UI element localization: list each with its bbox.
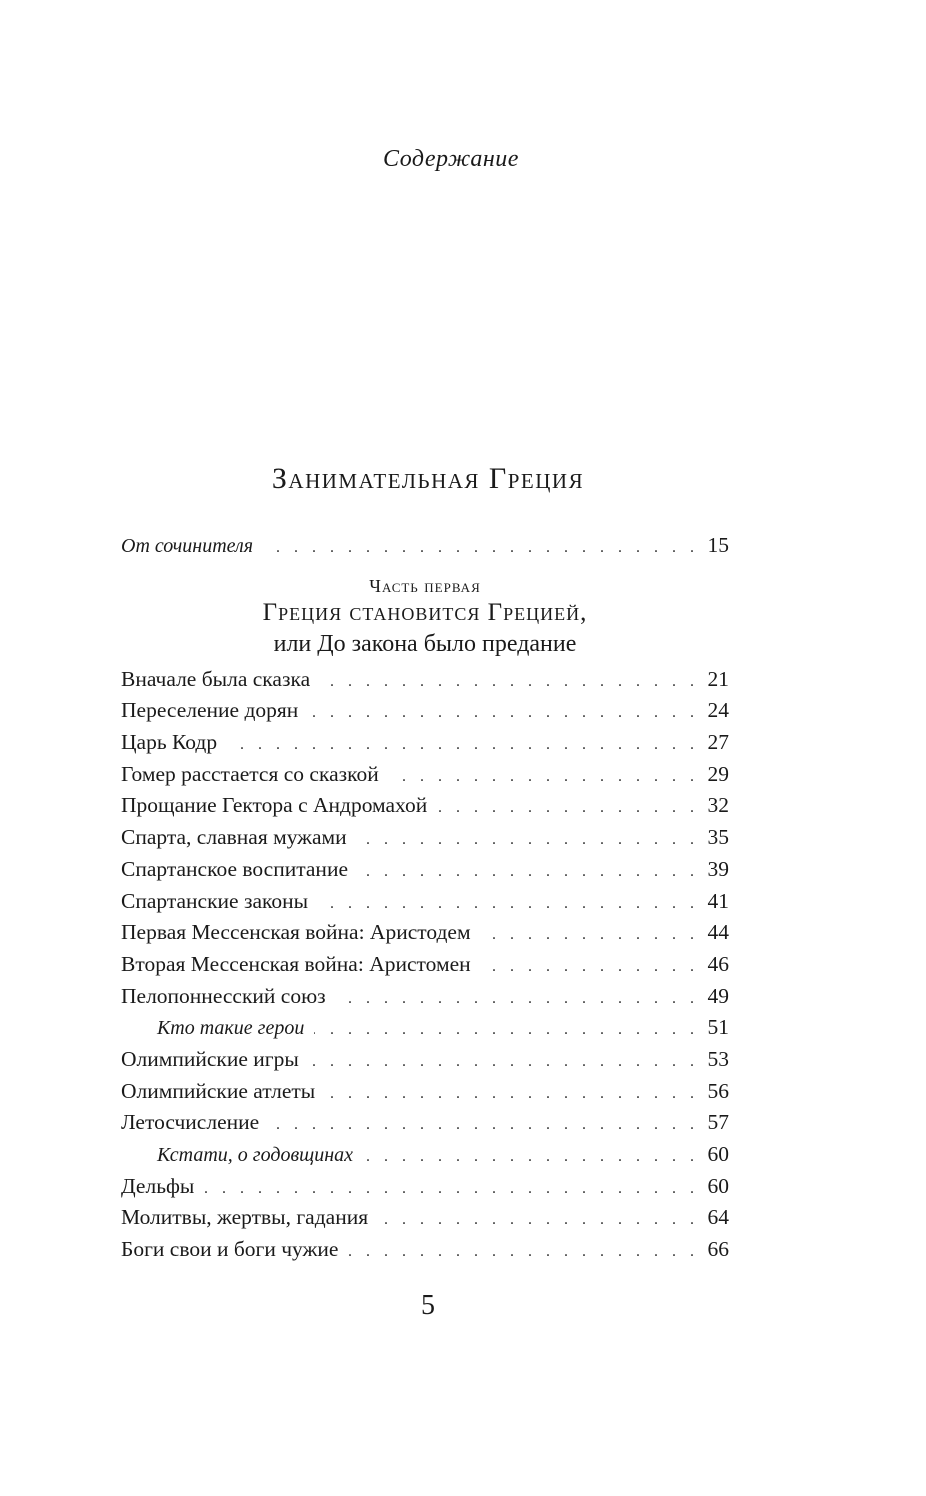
toc-entry[interactable]	[121, 1202, 729, 1234]
toc-entry-title: Спартанское воспитание	[121, 856, 348, 881]
toc-entry[interactable]	[121, 949, 729, 981]
toc-entry-page: 29	[707, 761, 729, 786]
toc-entry-title: Молитвы, жертвы, гадания	[121, 1205, 369, 1230]
dot-leader	[227, 729, 699, 761]
toc-entry-page: 49	[707, 983, 729, 1008]
toc-entry[interactable]	[121, 1044, 729, 1076]
dot-leader	[263, 532, 699, 564]
toc-entry-page: 41	[707, 888, 729, 913]
toc-entry-title: Вторая Мессенская война: Аристомен	[121, 951, 471, 976]
toc-entry-title: Спартанские законы	[121, 888, 309, 913]
toc-entry[interactable]	[121, 1139, 729, 1171]
toc-entry[interactable]	[121, 759, 729, 791]
dot-leader	[481, 951, 699, 983]
toc-entry-page: 32	[707, 793, 729, 818]
page-number: 5	[421, 1290, 435, 1321]
dot-leader	[437, 792, 699, 824]
dot-leader	[336, 983, 699, 1015]
toc-entry-page: 64	[707, 1205, 729, 1230]
toc-entry-title: Боги свои и боги чужие	[121, 1237, 339, 1262]
toc-entry-page: 15	[707, 533, 729, 557]
part-title: Греция становится Грецией,	[262, 598, 588, 626]
dot-leader	[378, 1204, 699, 1236]
toc-entry[interactable]	[121, 981, 729, 1013]
dot-leader	[389, 761, 699, 793]
toc-entry-page: 44	[707, 920, 729, 945]
part-label: Часть первая	[369, 575, 481, 596]
toc-entry[interactable]	[121, 1171, 729, 1203]
toc-entry-title: Пелопоннесский союз	[121, 983, 326, 1008]
toc-entry[interactable]	[121, 917, 729, 949]
toc-entry[interactable]	[121, 1234, 729, 1266]
toc-entry[interactable]	[121, 1107, 729, 1139]
toc-entry[interactable]	[121, 530, 729, 562]
toc-entry-title: Царь Кодр	[121, 730, 218, 755]
front-matter-list	[121, 530, 729, 562]
dot-leader	[357, 824, 699, 856]
toc-entry-title: Гомер расстается со сказкой	[121, 761, 379, 786]
toc-entry[interactable]	[121, 822, 729, 854]
toc-entry-page: 51	[707, 1015, 729, 1040]
part-heading	[121, 574, 729, 660]
toc-entry[interactable]	[121, 1012, 729, 1044]
toc-entry-title: Переселение дорян	[121, 698, 299, 723]
toc-entry-title: Олимпийские атлеты	[121, 1078, 316, 1103]
dot-leader	[269, 1109, 699, 1141]
dot-leader	[318, 888, 699, 920]
dot-leader	[309, 1046, 699, 1078]
toc-entry-title: Вначале была сказка	[121, 666, 311, 691]
toc-entry-page: 66	[707, 1237, 729, 1262]
toc-entry[interactable]	[121, 886, 729, 918]
toc-entry-title: Олимпийские игры	[121, 1046, 299, 1071]
dot-leader	[325, 1078, 699, 1110]
toc-entry[interactable]	[121, 695, 729, 727]
dot-leader	[308, 697, 699, 729]
part-subtitle: или До закона было предание	[273, 630, 577, 657]
toc-entry-page: 27	[707, 730, 729, 755]
dot-leader	[481, 919, 699, 951]
toc-entry-page: 60	[707, 1173, 729, 1198]
dot-leader	[204, 1173, 699, 1205]
toc-entry-page: 56	[707, 1078, 729, 1103]
toc-entry[interactable]	[121, 664, 729, 696]
toc-entry[interactable]	[121, 1076, 729, 1108]
toc-entry-page: 39	[707, 856, 729, 881]
dot-leader	[314, 1014, 699, 1046]
toc-entry[interactable]	[121, 790, 729, 822]
running-head: Содержание	[383, 146, 519, 172]
toc-entry-title: Кто такие герои	[157, 1017, 305, 1040]
toc-entry-title: Кстати, о годовщинах	[157, 1144, 354, 1166]
dot-leader	[348, 1236, 699, 1268]
chapter-list	[121, 664, 729, 1266]
dot-leader	[363, 1141, 699, 1173]
toc-entry-title: Первая Мессенская война: Аристодем	[121, 920, 471, 945]
toc-entry-title: Прощание Гектора с Андромахой	[121, 793, 428, 818]
toc-entry-page: 24	[707, 698, 729, 723]
toc-entry-page: 46	[707, 951, 729, 976]
toc-entry-title: От сочинителя	[121, 535, 254, 557]
toc-entry-title: Дельфы	[121, 1173, 195, 1198]
dot-leader	[358, 856, 699, 888]
toc-entry-title: Летосчисление	[121, 1110, 260, 1135]
toc-entry-page: 60	[707, 1142, 729, 1166]
toc-entry-title: Спарта, славная мужами	[121, 825, 347, 850]
toc-entry-page: 35	[707, 825, 729, 850]
toc-entry-page: 53	[707, 1046, 729, 1071]
toc-entry-page: 21	[707, 666, 729, 691]
toc-entry[interactable]	[121, 727, 729, 759]
toc-entry-page: 57	[707, 1110, 729, 1135]
dot-leader	[320, 666, 699, 698]
toc-entry[interactable]	[121, 854, 729, 886]
table-of-contents	[121, 530, 729, 1266]
book-title: Занимательная Греция	[271, 462, 585, 495]
